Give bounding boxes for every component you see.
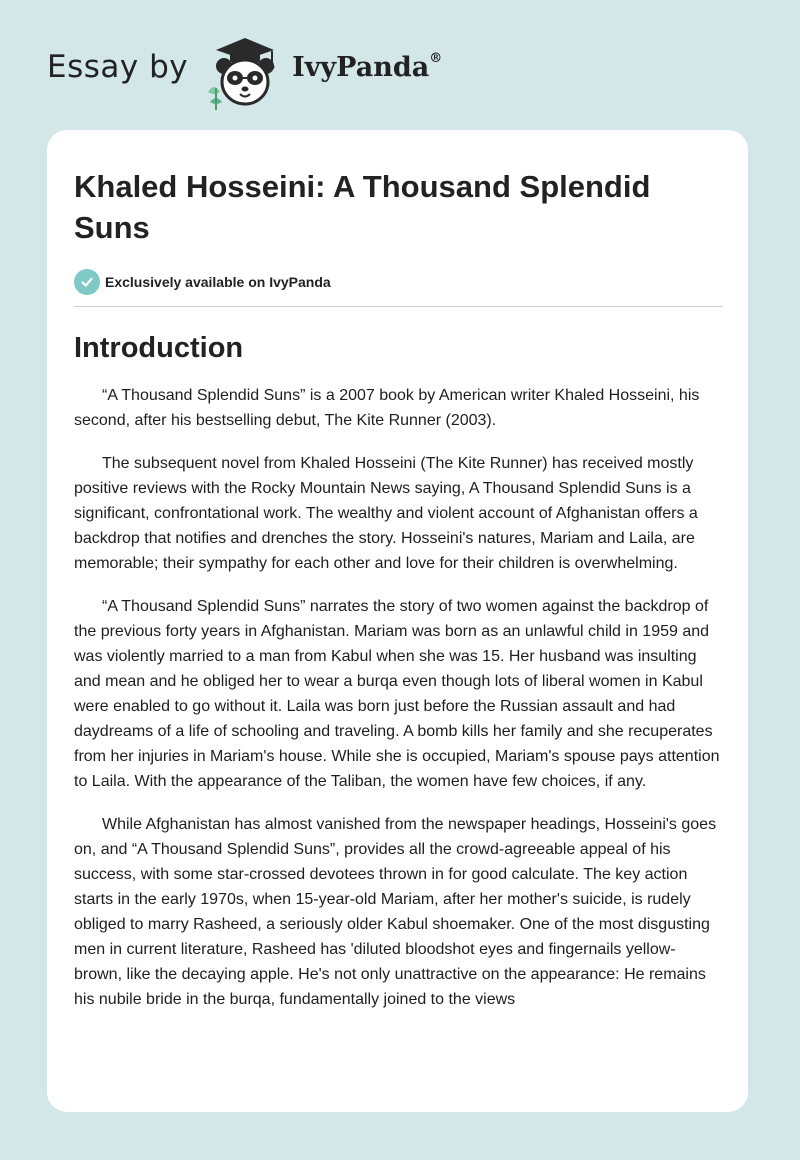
paragraph: “A Thousand Splendid Suns” is a 2007 book by American writer Khaled Hosseini, his second, after his bestselling debut, The Kite Runner (2003). bbox=[74, 387, 700, 429]
article-title: Khaled Hosseini: A Thousand Splendid Suns bbox=[74, 169, 651, 245]
exclusive-badge-text: Exclusively available on IvyPanda bbox=[105, 274, 331, 290]
essay-by-label: Essay by bbox=[47, 49, 189, 85]
paragraph: While Afghanistan has almost vanished from the newspaper headings, Hosseini's goes on, and “A Thousand Splendid Suns”, provides all the crowd-agreeable appeal of his success, with some star-crossed devotees thrown in for good calculate. The key action starts in the early 1970s, when 15-year-old Mariam, after her mother's suicide, is rudely obliged to marry Rasheed, a seriously older Kabul shoemaker. One of the most disgusting men in current literature, Rasheed has 'diluted bloodshot eyes and fingernails yellow-brown, like the decaying apple. He's not only unattractive on the appearance: He remains his nubile bride in the burqa, fundamentally joined to the views bbox=[74, 816, 717, 1008]
section-heading: Introduction bbox=[74, 332, 244, 364]
site-header bbox=[47, 30, 442, 110]
check-icon bbox=[74, 269, 100, 295]
paragraph: “A Thousand Splendid Suns” narrates the story of two women against the backdrop of the previous forty years in Afghanistan. Mariam was born as an unlawful child in 1959 and was violently married to a man from Kabul when she was 15. Her husband was insulting and mean and he obliged her to wear a burqa even though lots of liberal women in Kabul were enabled to go without it. Laila was born just before the Russian assault and had daydreams of a life of schooling and traveling. A bomb kills her family and she recuperates from her injuries in Mariam's house. While she is occupied, Mariam's spouse pays attention to Laila. With the appearance of the Taliban, the women have few choices, if any. bbox=[74, 598, 720, 790]
brand-name[interactable] bbox=[292, 52, 442, 83]
divider bbox=[74, 306, 723, 307]
exclusive-badge bbox=[74, 268, 723, 296]
article-content bbox=[74, 166, 723, 1012]
panda-logo-icon[interactable] bbox=[202, 30, 288, 110]
paragraph: The subsequent novel from Khaled Hosseini (The Kite Runner) has received mostly positive reviews with the Rocky Mountain News saying, A Thousand Splendid Suns is a significant, confrontational work. The wealthy and violent account of Afghanistan offers a backdrop that notifies and drenches the story. Hosseini's natures, Mariam and Laila, are memorable; their sympathy for each other and love for their children is overwhelming. bbox=[74, 455, 698, 572]
brand-label: IvyPanda bbox=[292, 51, 430, 83]
trademark-symbol: ® bbox=[429, 50, 443, 66]
article-card bbox=[47, 130, 748, 1112]
